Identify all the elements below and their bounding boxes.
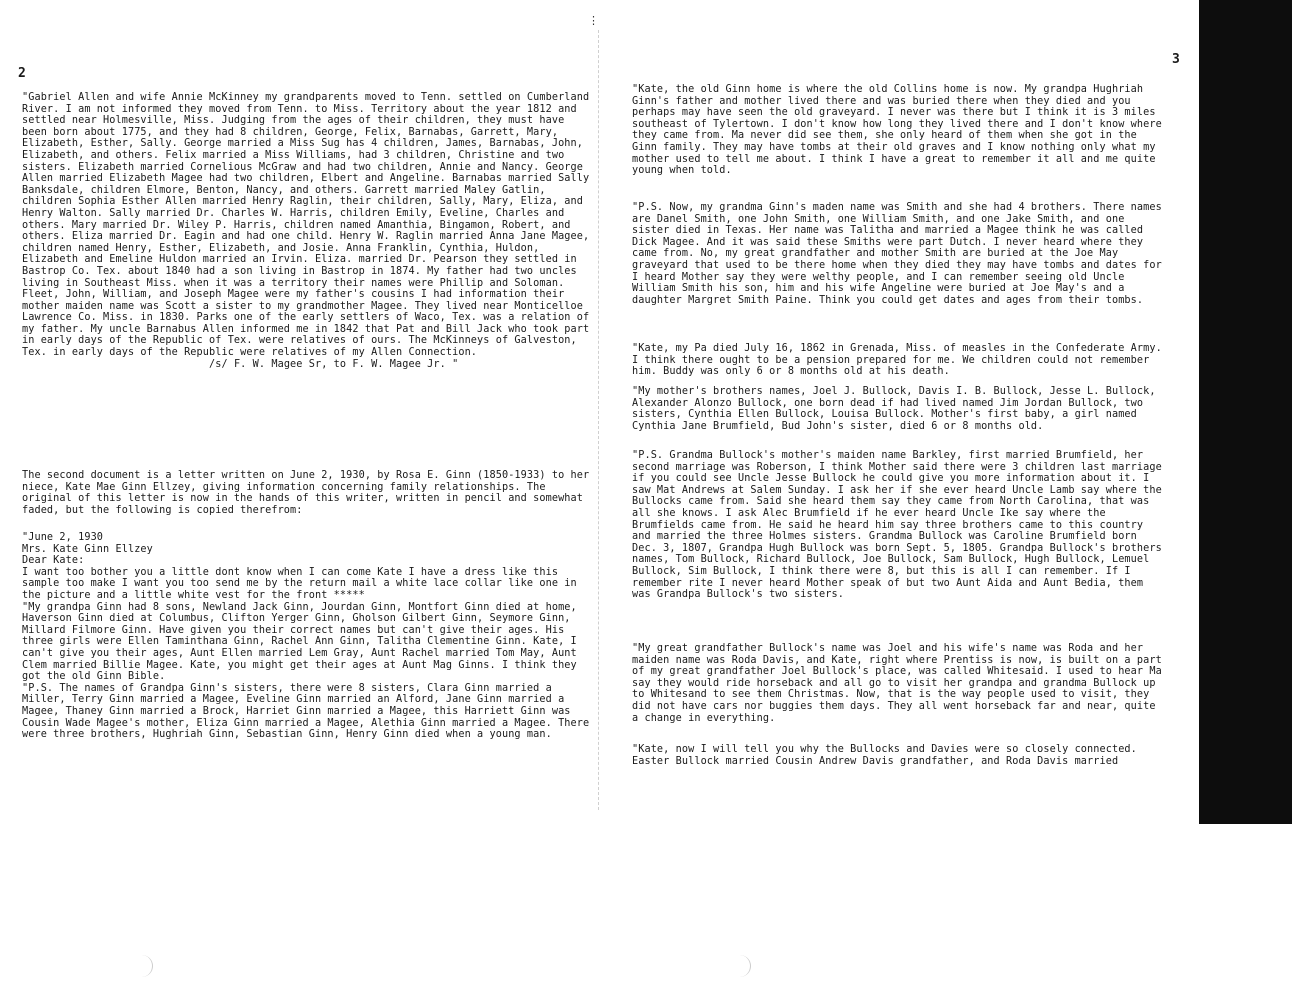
ginn-home-paragraph: "Kate, the old Ginn home is where the old Collins home is now. My grandpa Hughriah Ginn's father and mother lived there and was buried there when they died and you perhaps may have seen the old graveyard. I never was there but I think it is 3 miles southeast of Tylertown. I don't know how long they lived there and I don't know where they came from. Ma never did see them, she only heard of them when she got in the Ginn family. They may have tombs at their old graves and I know nothing only what my mother used to tell me about. I think I have a great to remember it all and me quite young when told. [632, 84, 1169, 177]
great-grandfather-paragraph: "My great grandfather Bullock's name was Joel and his wife's name was Roda and her maiden name was Roda Davis, and Kate, right where Prentiss is now, is built on a part of my great grandfather Joel Bullock's place, was called Whitesaid. I used to hear Ma say they would ride horseback and all go to visit her grandpa and grandma Bullock up to Whitesand to see them Christmas. Now, that is the way people used to visit, they did not have cars nor buggies them days. They all went horseback far and near, quite a change in everything. [632, 643, 1169, 724]
ginn-letter-body: "June 2, 1930 Mrs. Kate Ginn Ellzey Dear Kate: I want too bother you a little dont know when I can come Kate I have a dress like this sample too make I want you too send me by the return mail a white lace collar like one in the picture and a little white vest for the front ***** "My grandpa Ginn had 8 sons, Newland Jack Ginn, Jourdan Ginn, Montfort Ginn died at home, Haverson Ginn died at Columbus, Clifton Yerger Ginn, Gholson Gilbert Ginn, Seymore Ginn, Millard Filmore Ginn. Have given you their correct names but can't give their ages. His three girls were Ellen Taminthana Ginn, Rachel Ann Ginn, Talitha Clementine Ginn. Kate, I can't give you their ages, Aunt Ellen married Lem Gray, Aunt Rachel married Tom May, Aunt Clem married Billie Magee. Kate, you might get their ages at Aunt Mag Ginns. I think they got the old Ginn Bible. "P.S. The names of Grandpa Ginn's sisters, there were 8 sisters, Clara Ginn married a Miller, Terry Ginn married a Magee, Eveline Ginn married an Alford, Jane Ginn married a Magee, Thaney Ginn married a Brock, Harriet Ginn married a Magee, this Harriett Ginn was Cousin Wade Magee's mother, Eliza Ginn married a Magee, Alethia Ginn married a Magee. There were three brothers, Hughriah Ginn, Sebastian Ginn, Henry Ginn died when a young man. [22, 532, 590, 741]
left-page [0, 0, 600, 989]
scan-edge-shadow [1199, 0, 1292, 824]
right-page [600, 0, 1292, 989]
page-number-left: 2 [18, 66, 26, 81]
grandma-bullock-paragraph: "P.S. Grandma Bullock's mother's maiden name Barkley, first married Brumfield, her second marriage was Roberson, I think Mother said there were 3 children last marriage if you could see Uncle Jesse Bullock he could give you more information about it. I saw Mat Andrews at Salem Sunday. I ask her if she ever heard Uncle Lamb say where the Bullocks came from. Said she heard them say they came from North Carolina, that was all she knows. I ask Alec Brumfield if he ever heard Uncle Ike say where the Brumfields came from. He said he heard him say three brothers came to this country and married the three Holmes sisters. Grandma Bullock was Caroline Brumfield born Dec. 3, 1807, Grandpa Hugh Bullock was born Sept. 5, 1805. Grandpa Bullock's brothers names, Tom Bullock, Richard Bullock, Joe Bullock, Sam Bullock, Hugh Bullock, Lemuel Bullock, Sim Bullock, I think there were 8, but this is all I can remember. If I remember rite I never heard Mother speak of but two Aunt Aida and Aunt Bedia, them was Grandpa Bullock's two sisters. [632, 450, 1169, 601]
pa-died-paragraph: "Kate, my Pa died July 16, 1862 in Grenada, Miss. of measles in the Confederate Army. I think there ought to be a pension prepared for me. We children could not remember him. Buddy was only 6 or 8 months old at his death. [632, 343, 1169, 378]
second-document-intro: The second document is a letter written on June 2, 1930, by Rosa E. Ginn (1850-1933) to her niece, Kate Mae Ginn Ellzey, giving information concerning family relationships. The original of this letter is now in the hands of this writer, written in pencil and somewhat faded, but the following is copied therefrom: [22, 470, 596, 516]
smith-family-paragraph: "P.S. Now, my grandma Ginn's maden name was Smith and she had 4 brothers. There names are Danel Smith, one John Smith, one William Smith, and one Jake Smith, and one sister died in Texas. Her name was Talitha and married a Magee think he was called Dick Magee. And it was said these Smiths were part Dutch. I never heard where they came from. No, my great grandfather and mother Smith are buried at the Joe May graveyard that used to be there home when they died they may have tombs and dates for I heard Mother say they were welthy people, and I can remember seeing old Uncle William Smith his son, him and his wife Angeline were buried at Joe May's and a daughter Margret Smith Paine. Think you could get dates and ages from their tombs. [632, 202, 1169, 306]
allen-family-paragraph: "Gabriel Allen and wife Annie McKinney my grandparents moved to Tenn. settled on Cumberland River. I am not informed they moved from Tenn. to Miss. Territory about the year 1812 and settled near Holmesville, Miss. Judging from the ages of their children, they must have been born about 1775, and they had 8 children, George, Felix, Barnabas, Garrett, Mary, Elizabeth, Esther, Sally. George married a Miss Sug has 4 children, James, Barnabas, John, Elizabeth, and others. Felix married a Miss Williams, had 3 children, Christine and two sisters. Elizabeth married Cornelious McGraw and had two children, Annie and Nancy. George Allen married Elizabeth Magee had two children, Elbert and Angeline. Barnabas married Sally Banksdale, children Elmore, Benton, Nancy, and others. Garrett married Maley Gatlin, children Sophia Esther Allen married Henry Raglin, their children, Sally, Mary, Eliza, and Henry Walton. Sally married Dr. Charles W. Harris, children Emily, Eveline, Charles and others. Mary married Dr. Wiley P. Harris, children named Amanthia, Bingamon, Robert, and others. Eliza married Dr. Eagin and had one child. Henry W. Raglin married Anna Jane Magee, children named Henry, Esther, Elizabeth, and Josie. Anna Franklin, Cynthia, Huldon, Elizabeth and Emeline Huldon married an Irvin. Eliza. married Dr. Pearson they settled in Bastrop Co. Tex. about 1840 had a son living in Bastrop in 1874. My father had two uncles living in Southeast Miss. when it was a territory their names were Phillip and Soloman. Fleet, John, William, and Joseph Magee were my father's cousins I had information their mother maiden name was Scott a sister to my grandmother Magee. They lived near Monticelloe Lawrence Co. Miss. in 1830. Parks one of the early settlers of Waco, Tex. was a relation of my father. My uncle Barnabus Allen informed me in 1842 that Pat and Bill Jack who took part in early days of the Republic of Tex. were relatives of ours. The McKinneys of Galveston, Tex. in early days of the Republic were relatives of my Allen Connection. /s/ F. W. Magee Sr, to F. W. Magee Jr. " [22, 92, 590, 370]
page-number-right: 3 [1172, 52, 1180, 67]
bullocks-davies-paragraph: "Kate, now I will tell you why the Bullocks and Davies were so closely connected. Easter Bullock married Cousin Andrew Davis grandfather, and Roda Davis married [632, 744, 1144, 767]
fold-mark-icon: ⋮ [588, 14, 599, 27]
mothers-brothers-paragraph: "My mother's brothers names, Joel J. Bullock, Davis I. B. Bullock, Jesse L. Bullock, Alexander Alonzo Bullock, one born dead if had lived named Jim Jordan Bullock, two sisters, Cynthia Ellen Bullock, Louisa Bullock. Mother's first baby, a girl named Cynthia Jane Brumfield, Bud John's sister, died 6 or 8 months old. [632, 386, 1162, 432]
